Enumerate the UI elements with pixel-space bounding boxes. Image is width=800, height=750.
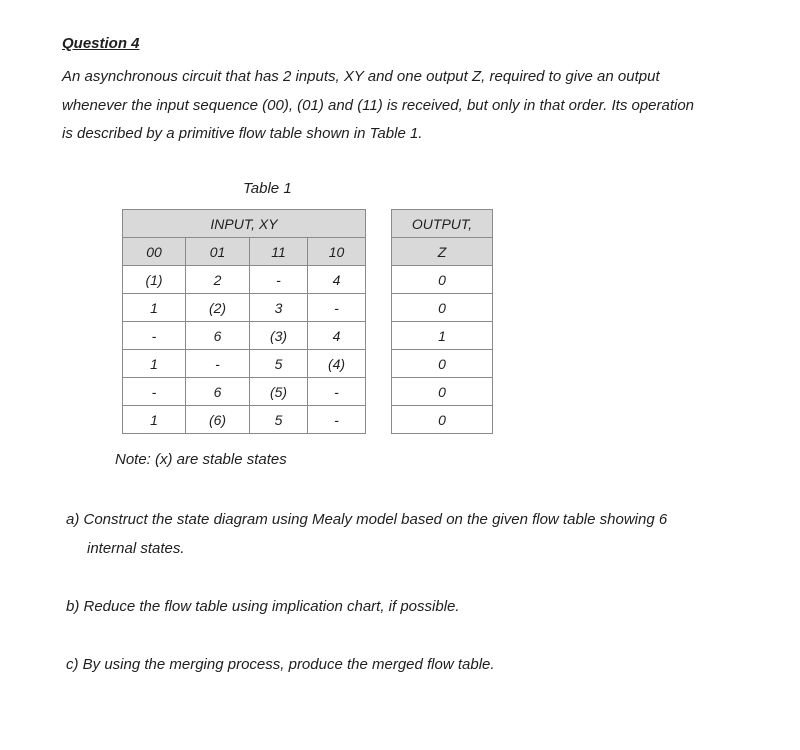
column-gap bbox=[366, 294, 392, 322]
intro-line: is described by a primitive flow table shown in Table 1. bbox=[62, 125, 423, 142]
table-cell: 6 bbox=[186, 322, 250, 350]
output-cell: 0 bbox=[392, 294, 493, 322]
output-cell: 0 bbox=[392, 378, 493, 406]
table-note: Note: (x) are stable states bbox=[115, 451, 287, 468]
column-gap bbox=[366, 406, 392, 434]
input-header: INPUT, XY bbox=[123, 210, 366, 238]
table-cell: 3 bbox=[250, 294, 308, 322]
table-cell: (6) bbox=[186, 406, 250, 434]
part-c bbox=[66, 650, 495, 679]
column-gap bbox=[366, 266, 392, 294]
table-cell: - bbox=[308, 294, 366, 322]
table-subheader-row bbox=[123, 238, 493, 266]
intro-line: whenever the input sequence (00), (01) and (11) is received, but only in that order. Its operation bbox=[62, 96, 695, 114]
column-gap bbox=[366, 350, 392, 378]
column-header-z: Z bbox=[392, 238, 493, 266]
column-gap bbox=[366, 322, 392, 350]
table-cell: 5 bbox=[250, 350, 308, 378]
part-b bbox=[66, 592, 460, 621]
output-cell: 0 bbox=[392, 350, 493, 378]
table-cell: 1 bbox=[123, 350, 186, 378]
table-header-row bbox=[123, 210, 493, 238]
table-caption: Table 1 bbox=[243, 180, 292, 197]
table-cell: - bbox=[250, 266, 308, 294]
table-cell: (4) bbox=[308, 350, 366, 378]
table-row bbox=[123, 294, 493, 322]
table-cell: (3) bbox=[250, 322, 308, 350]
column-gap bbox=[366, 238, 392, 266]
table-cell: - bbox=[123, 378, 186, 406]
column-header-11: 11 bbox=[250, 238, 308, 266]
table-cell: 6 bbox=[186, 378, 250, 406]
question-intro bbox=[62, 63, 782, 149]
column-gap bbox=[366, 210, 392, 238]
table-cell: - bbox=[308, 406, 366, 434]
table-cell: 1 bbox=[123, 294, 186, 322]
column-header-10: 10 bbox=[308, 238, 366, 266]
column-header-00: 00 bbox=[123, 238, 186, 266]
table-row bbox=[123, 378, 493, 406]
table-cell: - bbox=[186, 350, 250, 378]
column-header-01: 01 bbox=[186, 238, 250, 266]
table-cell: - bbox=[308, 378, 366, 406]
part-b-text: b) Reduce the flow table using implication chart, if possible. bbox=[66, 598, 460, 615]
table-cell: 2 bbox=[186, 266, 250, 294]
table-cell: 4 bbox=[308, 322, 366, 350]
table-cell: (5) bbox=[250, 378, 308, 406]
table-cell: 5 bbox=[250, 406, 308, 434]
table-row bbox=[123, 266, 493, 294]
column-gap bbox=[366, 378, 392, 406]
table-row bbox=[123, 406, 493, 434]
table-cell: 1 bbox=[123, 406, 186, 434]
table-cell: - bbox=[123, 322, 186, 350]
question-heading: Question 4 bbox=[62, 35, 140, 52]
table-row bbox=[123, 322, 493, 350]
table-cell: 4 bbox=[308, 266, 366, 294]
output-cell: 0 bbox=[392, 406, 493, 434]
part-c-text: c) By using the merging process, produce the merged flow table. bbox=[66, 656, 495, 673]
output-header: OUTPUT, bbox=[392, 210, 493, 238]
part-a-line: a) Construct the state diagram using Mealy model based on the given flow table showing 6 bbox=[66, 511, 668, 528]
table-cell: (1) bbox=[123, 266, 186, 294]
intro-line: An asynchronous circuit that has 2 inputs, XY and one output Z, required to give an output bbox=[62, 68, 660, 85]
table-cell: (2) bbox=[186, 294, 250, 322]
output-cell: 1 bbox=[392, 322, 493, 350]
output-cell: 0 bbox=[392, 266, 493, 294]
table-row bbox=[123, 350, 493, 378]
part-a bbox=[66, 505, 667, 563]
primitive-flow-table bbox=[122, 209, 493, 434]
part-a-line: internal states. bbox=[87, 540, 185, 557]
